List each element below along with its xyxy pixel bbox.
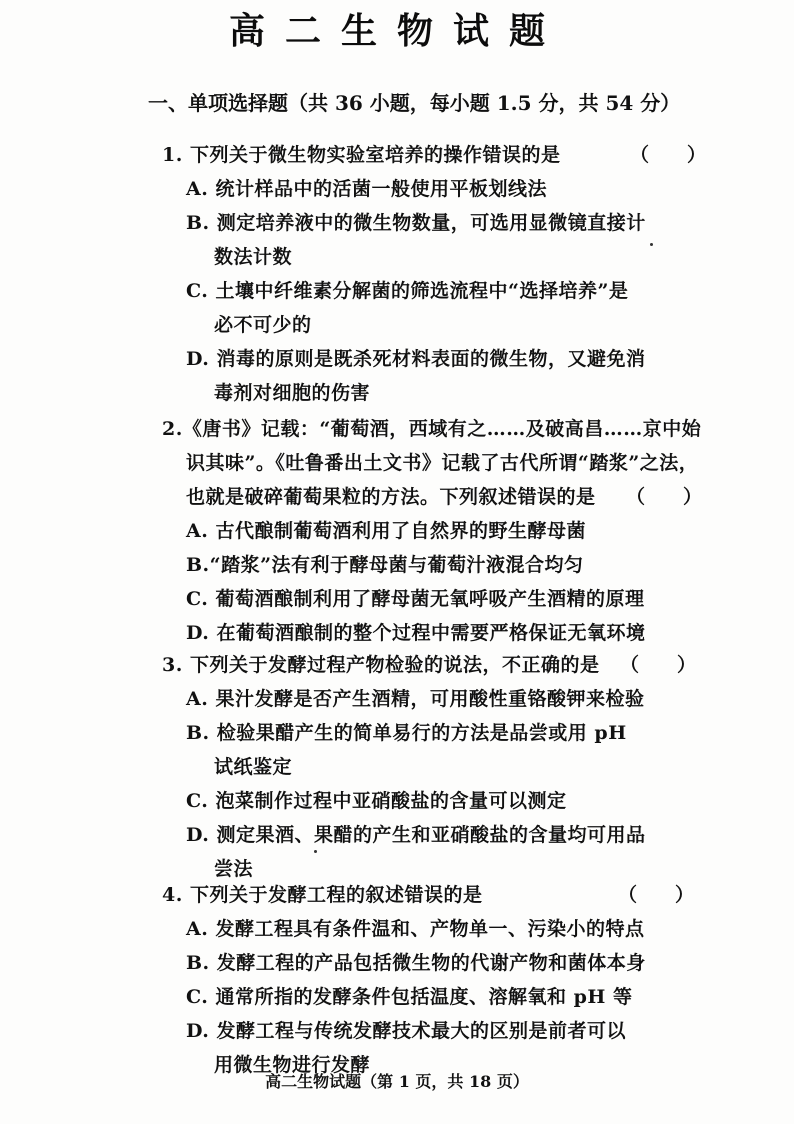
option-d-line: 毒剂对细胞的伤害 — [214, 382, 371, 404]
option-c-line: C. 泡菜制作过程中亚硝酸盐的含量可以测定 — [186, 790, 567, 812]
option-b-line: 数法计数 — [214, 246, 293, 268]
option-b-line: B. 测定培养液中的微生物数量，可选用显微镜直接计 — [186, 212, 646, 234]
option-c-line: C. 葡萄酒酿制利用了酵母菌无氧呼吸产生酒精的原理 — [186, 588, 645, 610]
option-b-line: B.“踏浆”法有利于酵母菌与葡萄汁液混合均匀 — [186, 554, 584, 576]
question-stem-line: 识其味”。《吐鲁番出土文书》记载了古代所谓“踏浆”之法， — [186, 452, 699, 474]
option-d-line: D. 发酵工程与传统发酵技术最大的区别是前者可以 — [186, 1020, 627, 1042]
page-title: 高二生物试题 — [228, 11, 565, 52]
option-d-line: D. 测定果酒、果醋的产生和亚硝酸盐的含量均可用品 — [186, 824, 646, 846]
option-b-line: B. 检验果醋产生的简单易行的方法是品尝或用 pH — [186, 722, 627, 744]
page-footer: 高二生物试题（第 1 页，共 18 页） — [265, 1072, 529, 1091]
option-c-line: C. 土壤中纤维素分解菌的筛选流程中“选择培养”是 — [186, 280, 629, 302]
option-d-line: 尝法 — [214, 858, 254, 880]
answer-parentheses: （ ） — [630, 144, 707, 166]
answer-parentheses: （ ） — [618, 884, 695, 906]
question-stem-line: 4. 下列关于发酵工程的叙述错误的是 — [162, 884, 483, 906]
answer-parentheses: （ ） — [620, 654, 697, 676]
option-d-line: D. 在葡萄酒酿制的整个过程中需要严格保证无氧环境 — [186, 622, 646, 644]
option-a-line: A. 发酵工程具有条件温和、产物单一、污染小的特点 — [186, 918, 645, 940]
option-d-line: 用微生物进行发酵 — [214, 1054, 371, 1076]
question-stem-line: 1. 下列关于微生物实验室培养的操作错误的是 — [162, 144, 561, 166]
answer-parentheses: （ ） — [626, 486, 703, 508]
question-stem-line: 也就是破碎葡萄果粒的方法。下列叙述错误的是 — [186, 486, 596, 508]
option-b-line: 试纸鉴定 — [214, 756, 293, 778]
option-b-line: B. 发酵工程的产品包括微生物的代谢产物和菌体本身 — [186, 952, 646, 974]
option-c-line: 必不可少的 — [214, 314, 312, 336]
option-a-line: A. 古代酿制葡萄酒利用了自然界的野生酵母菌 — [186, 520, 586, 542]
section-heading: 一、单项选择题（共 36 小题，每小题 1.5 分，共 54 分） — [148, 91, 681, 115]
option-c-line: C. 通常所指的发酵条件包括温度、溶解氧和 pH 等 — [186, 986, 633, 1008]
option-d-line: D. 消毒的原则是既杀死材料表面的微生物，又避免消 — [186, 348, 646, 370]
scan-speck — [314, 850, 317, 853]
option-a-line: A. 统计样品中的活菌一般使用平板划线法 — [186, 178, 547, 200]
question-stem-line: 3. 下列关于发酵过程产物检验的说法，不正确的是 — [162, 654, 600, 676]
option-a-line: A. 果汁发酵是否产生酒精，可用酸性重铬酸钾来检验 — [186, 688, 645, 710]
scan-speck — [650, 243, 653, 246]
question-stem-line: 2.《唐书》记载：“葡萄酒，西域有之……及破高昌……京中始 — [162, 418, 702, 440]
